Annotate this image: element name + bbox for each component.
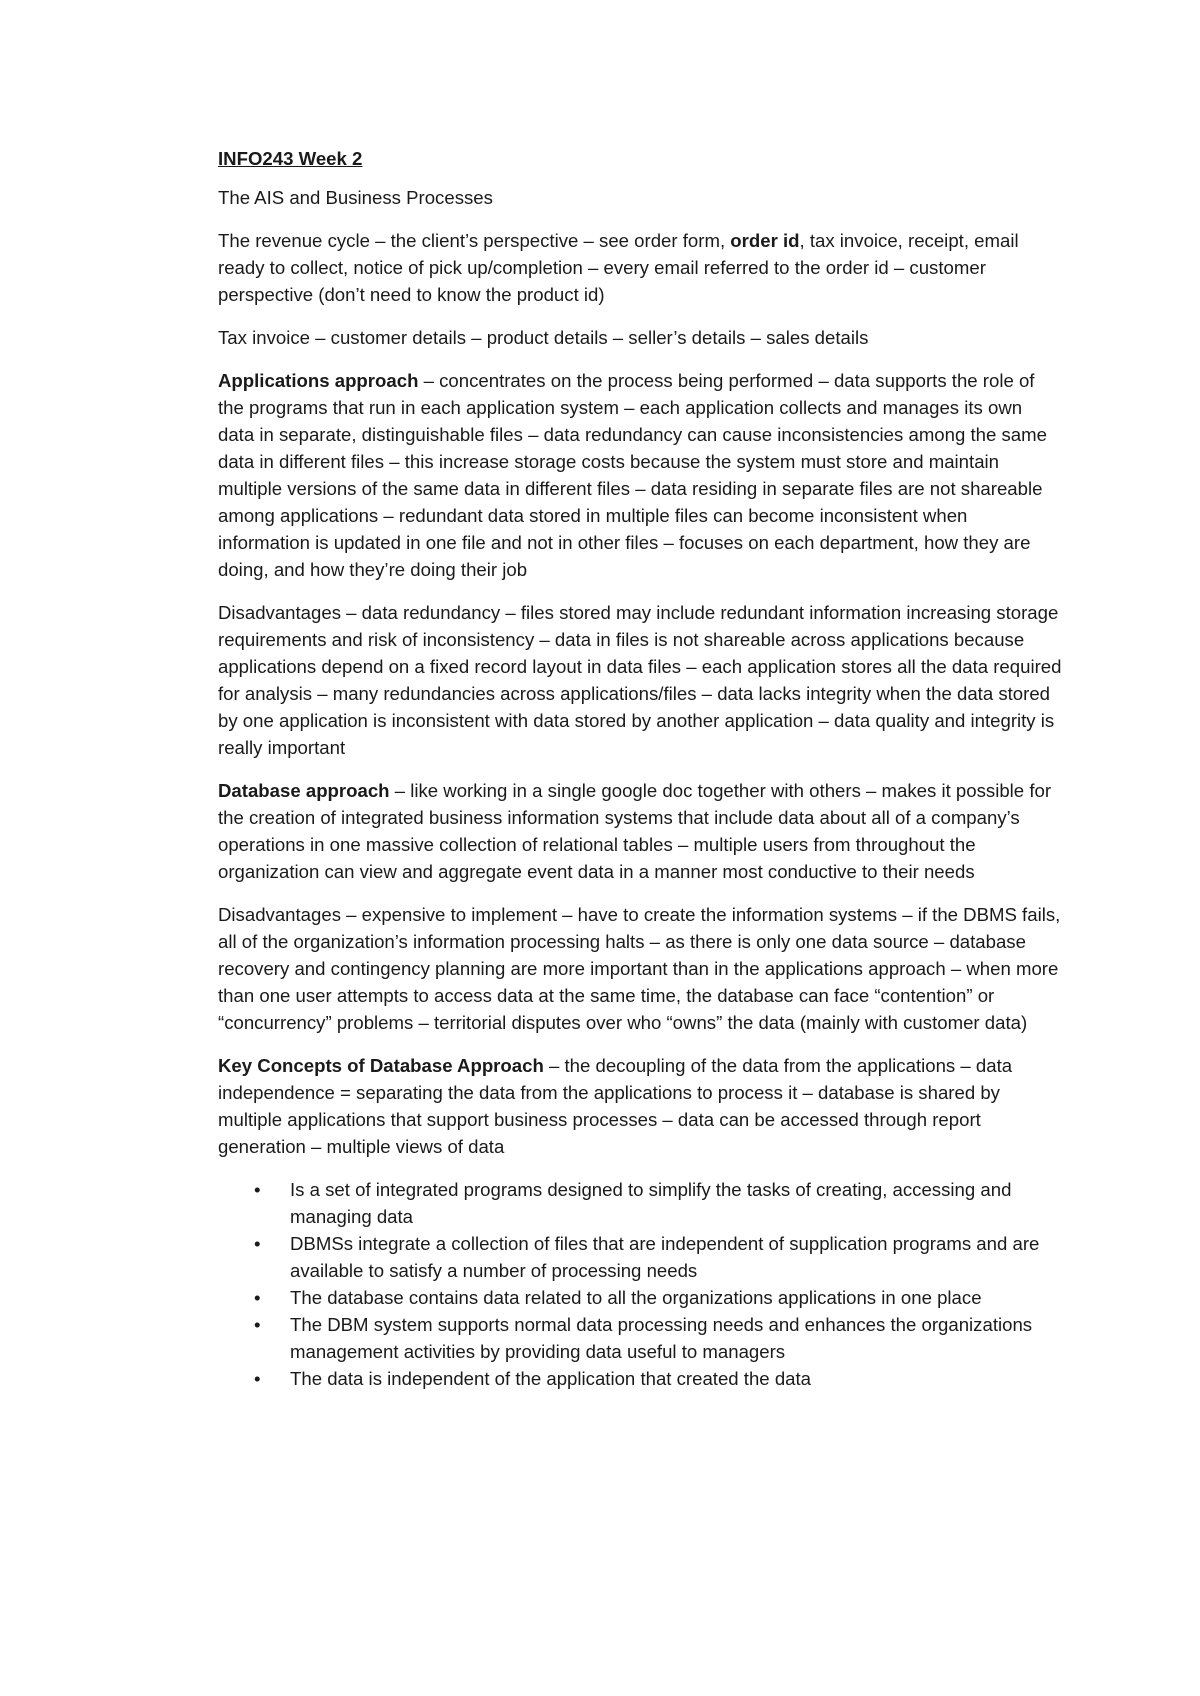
- list-item: [254, 1284, 1063, 1311]
- key-concepts-list: [218, 1176, 1063, 1392]
- applications-approach-body: – concentrates on the process being performed – data supports the role of the programs that run in each application system – each application collects and manages its own data in separate, distinguishable files – data redundancy can cause inconsistencies among the same data in different files – this increase storage costs because the system must store and maintain multiple versions of the same data in different files – data residing in separate files are not shareable among applications – redundant data stored in multiple files can become inconsistent when information is updated in one file and not in other files – focuses on each department, how they are doing, and how they’re doing their job: [218, 370, 1047, 580]
- bullet-icon: •: [254, 1179, 261, 1200]
- tax-invoice-paragraph: Tax invoice – customer details – product details – seller’s details – sales details: [218, 327, 869, 348]
- revenue-cycle-text-2: , tax invoice, receipt, email ready to collect, notice of pick up/completion – every email referred to the order id – customer perspective (don’t need to know the product id): [218, 230, 1019, 305]
- list-item: [254, 1365, 1063, 1392]
- key-concepts-body: – the decoupling of the data from the applications – data independence = separating the data from the applications to process it – database is shared by multiple applications that support business processes – data can be accessed through report generation – multiple views of data: [218, 1055, 1013, 1157]
- revenue-cycle-text-1: The revenue cycle – the client’s perspective – see order form,: [218, 230, 731, 251]
- list-item-text: DBMSs integrate a collection of files that are independent of supplication programs and are available to satisfy a number of processing needs: [290, 1233, 1040, 1281]
- applications-disadvantages-paragraph: Disadvantages – data redundancy – files stored may include redundant information increasing storage requirements and risk of inconsistency – data in files is not shareable across applications because applications depend on a fixed record layout in data files – each application stores all the data required for analysis – many redundancies across applications/files – data lacks integrity when the data stored by one application is inconsistent with data stored by another application – data quality and integrity is really important: [218, 602, 1062, 758]
- key-concepts-paragraph: [218, 1052, 1063, 1160]
- document-subtitle: The AIS and Business Processes: [218, 187, 493, 208]
- revenue-cycle-paragraph: [218, 227, 1063, 308]
- bullet-icon: •: [254, 1233, 261, 1254]
- document-title: INFO243 Week 2: [218, 148, 363, 169]
- list-item-text: The database contains data related to all the organizations applications in one place: [290, 1287, 982, 1308]
- database-approach-body: – like working in a single google doc together with others – makes it possible for the creation of integrated business information systems that include data about all of a company’s operations in one massive collection of relational tables – multiple users from throughout the organization can view and aggregate event data in a manner most conductive to their needs: [218, 780, 1052, 882]
- bullet-icon: •: [254, 1368, 261, 1389]
- applications-approach-heading: Applications approach: [218, 370, 419, 391]
- list-item-text: The data is independent of the application that created the data: [290, 1368, 812, 1389]
- key-concepts-heading: Key Concepts of Database Approach: [218, 1055, 544, 1076]
- document-page: [218, 145, 1063, 1392]
- database-approach-paragraph: [218, 777, 1063, 885]
- database-approach-heading: Database approach: [218, 780, 390, 801]
- list-item: [254, 1176, 1063, 1230]
- list-item: [254, 1311, 1063, 1365]
- list-item-text: Is a set of integrated programs designed to simplify the tasks of creating, accessing and managing data: [290, 1179, 1012, 1227]
- list-item: [254, 1230, 1063, 1284]
- list-item-text: The DBM system supports normal data processing needs and enhances the organizations management activities by providing data useful to managers: [290, 1314, 1033, 1362]
- order-id-term: order id: [730, 230, 800, 251]
- database-disadvantages-paragraph: Disadvantages – expensive to implement – have to create the information systems – if the DBMS fails, all of the organization’s information processing halts – as there is only one data source – database recovery and contingency planning are more important than in the applications approach – when more than one user attempts to access data at the same time, the database can face “contention” or “concurrency” problems – territorial disputes over who “owns” the data (mainly with customer data): [218, 904, 1061, 1033]
- bullet-icon: •: [254, 1314, 261, 1335]
- bullet-icon: •: [254, 1287, 261, 1308]
- applications-approach-paragraph: [218, 367, 1063, 583]
